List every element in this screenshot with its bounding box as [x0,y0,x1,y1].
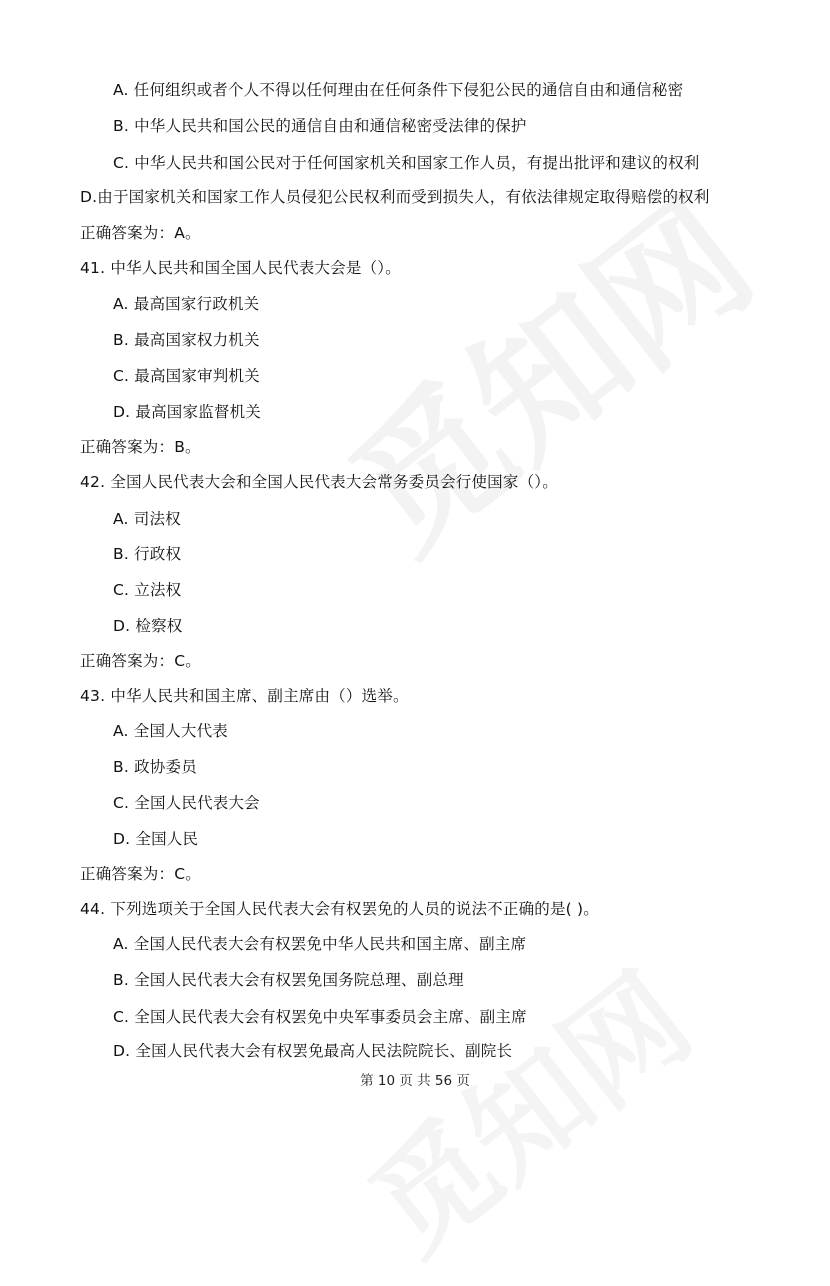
q44-question: 44. 下列选项关于全国人民代表大会有权罢免的人员的说法不正确的是( )。 [80,900,600,918]
q42-question: 42. 全国人民代表大会和全国人民代表大会常务委员会行使国家（）。 [80,473,558,491]
q43-question: 43. 中华人民共和国主席、副主席由（）选举。 [80,687,409,705]
q41-option-c: C. 最高国家审判机关 [113,367,260,385]
q41-option-a: A. 最高国家行政机关 [113,295,260,313]
q42-option-b: B. 行政权 [113,545,182,563]
q40-answer: 正确答案为：A。 [80,224,201,242]
q41-question: 41. 中华人民共和国全国人民代表大会是（）。 [80,259,401,277]
q44-option-b: B. 全国人民代表大会有权罢免国务院总理、副总理 [113,971,464,989]
q40-option-a: A. 任何组织或者个人不得以任何理由在任何条件下侵犯公民的通信自由和通信秘密 [113,81,684,99]
q40-option-b: B. 中华人民共和国公民的通信自由和通信秘密受法律的保护 [113,117,527,135]
q42-option-a: A. 司法权 [113,510,181,528]
q42-option-d: D. 检察权 [113,617,183,635]
q43-answer: 正确答案为：C。 [80,865,201,883]
q42-answer: 正确答案为：C。 [80,652,201,670]
q44-option-c: C. 全国人民代表大会有权罢免中央军事委员会主席、副主席 [113,1008,527,1026]
q41-answer: 正确答案为：B。 [80,438,201,456]
q44-option-d: D. 全国人民代表大会有权罢免最高人民法院院长、副院长 [113,1042,513,1060]
q40-option-c: C. 中华人民共和国公民对于任何国家机关和国家工作人员，有提出批评和建议的权利 [113,154,700,172]
q43-option-a: A. 全国人大代表 [113,722,228,740]
q43-option-b: B. 政协委员 [113,758,197,776]
watermark [300,143,788,590]
q41-option-d: D. 最高国家监督机关 [113,403,261,421]
q42-option-c: C. 立法权 [113,581,182,599]
q44-option-a: A. 全国人民代表大会有权罢免中华人民共和国主席、副主席 [113,935,527,953]
q40-option-d: D.由于国家机关和国家工作人员侵犯公民权利而受到损失人，有依法律规定取得赔偿的权利 [80,188,710,206]
q43-option-c: C. 全国人民代表大会 [113,794,260,812]
q41-option-b: B. 最高国家权力机关 [113,331,260,349]
q43-option-d: D. 全国人民 [113,830,199,848]
page-footer: 第 10 页 共 56 页 [360,1073,470,1089]
